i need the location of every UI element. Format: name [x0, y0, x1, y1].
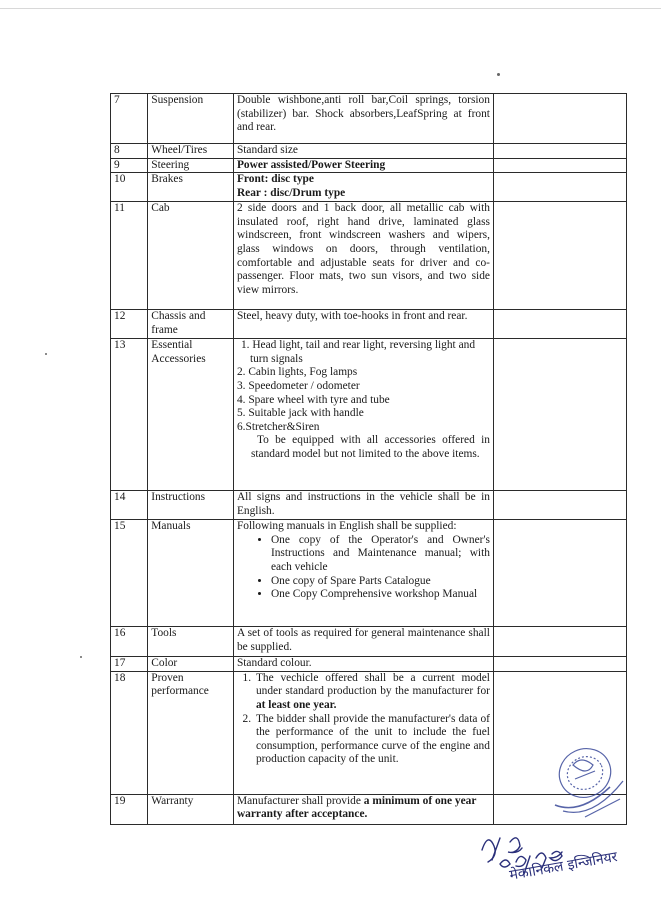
- signature-title: मेकानिकल इन्जिनियर: [508, 849, 619, 884]
- row-number: 14: [111, 491, 148, 520]
- performance-emphasis: at least one year.: [255, 698, 337, 711]
- table-row: [111, 520, 627, 627]
- item-spec-rear: Rear : disc/Drum type: [236, 186, 346, 199]
- row-number: 11: [111, 202, 148, 310]
- item-name: Brakes: [148, 173, 234, 202]
- row-number: 16: [111, 627, 148, 657]
- item-name: Wheel/Tires: [148, 144, 234, 159]
- table-row: [111, 657, 627, 672]
- remarks-cell: [493, 310, 626, 339]
- scan-edge-line: [0, 8, 661, 9]
- manual-item: • One Copy Comprehensive workshop Manual: [271, 588, 490, 602]
- specification-table: [110, 93, 627, 825]
- item-name: Chassis and frame: [148, 310, 234, 339]
- performance-item: [254, 672, 490, 713]
- accessory-item: 6.Stretcher&Siren: [236, 420, 320, 433]
- row-number: 10: [111, 173, 148, 202]
- row-number: 18: [111, 671, 148, 794]
- item-name: Tools: [148, 627, 234, 657]
- remarks-cell: [493, 94, 626, 144]
- item-spec: Power assisted/Power Steering: [236, 158, 386, 171]
- item-spec-front: Front: disc type: [236, 173, 314, 186]
- item-spec: Double wishbone,anti roll bar,Coil springs, torsion (stabilizer) bar. Shock absorbers,LeafSpring at front and rear.: [233, 94, 493, 144]
- table-row: [111, 627, 627, 657]
- warranty-text: Manufacturer shall provide: [236, 794, 364, 807]
- accessory-item: 3. Speedometer / odometer: [236, 379, 360, 392]
- item-name: Warranty: [148, 794, 234, 824]
- manuals-list: [237, 534, 490, 602]
- accessory-item: 4. Spare wheel with tyre and tube: [236, 393, 390, 406]
- scan-speck: [45, 353, 47, 355]
- manual-item: • One copy of the Operator's and Owner's Instructions and Maintenance manual; with each vehicle: [271, 534, 490, 575]
- item-name: Instructions: [148, 491, 234, 520]
- row-number: 13: [111, 339, 148, 491]
- row-number: 19: [111, 794, 148, 824]
- table-row: [111, 173, 627, 202]
- performance-list: [237, 672, 490, 767]
- item-spec: Steel, heavy duty, with toe-hooks in front and rear.: [233, 310, 493, 339]
- row-number: 17: [111, 657, 148, 672]
- row-number: 7: [111, 94, 148, 144]
- remarks-cell: [493, 627, 626, 657]
- item-name: Manuals: [148, 520, 234, 627]
- scan-speck: [497, 73, 500, 76]
- item-spec: 2 side doors and 1 back door, all metallic cab with insulated roof, right hand drive, laminated glass windscreen, front windscreen washers and wipers, glass windows on doors, through ventilation, comfortable and adjustable seats for driver and co-passenger. Floor mats, two sun visors, and two side view mirrors.: [233, 202, 493, 310]
- accessory-note: To be equipped with all accessories offered in standard model but not limited to the above items.: [250, 434, 490, 460]
- row-number: 8: [111, 144, 148, 159]
- item-name: Cab: [148, 202, 234, 310]
- accessory-item: 1. Head light, tail and rear light, reversing light and turn signals: [240, 339, 476, 365]
- performance-text: The vechicle offered shall be a current model under standard production by the manufacturer for: [255, 671, 490, 698]
- item-name: Color: [148, 657, 234, 672]
- item-name: Steering: [148, 158, 234, 173]
- table-row: [111, 94, 627, 144]
- table-row: [111, 339, 627, 491]
- item-spec: Standard size: [233, 144, 493, 159]
- manuals-intro: Following manuals in English shall be supplied:: [236, 520, 457, 533]
- scan-speck: [80, 656, 82, 658]
- row-number: 9: [111, 158, 148, 173]
- table-row: [111, 202, 627, 310]
- warranty-emphasis: a minimum of one year warranty after acceptance.: [236, 794, 477, 821]
- remarks-cell: [493, 491, 626, 520]
- table-row: [111, 491, 627, 520]
- item-spec: Standard colour.: [233, 657, 493, 672]
- remarks-cell: [493, 657, 626, 672]
- item-name: Proven performance: [148, 671, 234, 794]
- item-spec: A set of tools as required for general maintenance shall be supplied.: [233, 627, 493, 657]
- item-spec: All signs and instructions in the vehicle shall be in English.: [233, 491, 493, 520]
- table-row: [111, 144, 627, 159]
- remarks-cell: [493, 144, 626, 159]
- manual-item: • One copy of Spare Parts Catalogue: [271, 575, 490, 589]
- remarks-cell: [493, 202, 626, 310]
- row-number: 15: [111, 520, 148, 627]
- item-name: Essential Accessories: [148, 339, 234, 491]
- accessory-item: 2. Cabin lights, Fog lamps: [236, 366, 358, 379]
- item-name: Suspension: [148, 94, 234, 144]
- remarks-cell: [493, 520, 626, 627]
- remarks-cell: [493, 158, 626, 173]
- accessory-item: 5. Suitable jack with handle: [236, 407, 364, 420]
- performance-item: 2. The bidder shall provide the manufacturer's data of the performance of the unit to include the fuel consumption, performance curve of the engine and production capacity of the unit.: [254, 713, 490, 767]
- table-row: [111, 310, 627, 339]
- remarks-cell: [493, 173, 626, 202]
- row-number: 12: [111, 310, 148, 339]
- table-row: [111, 158, 627, 173]
- remarks-cell: [493, 339, 626, 491]
- official-stamp-image: [545, 735, 635, 825]
